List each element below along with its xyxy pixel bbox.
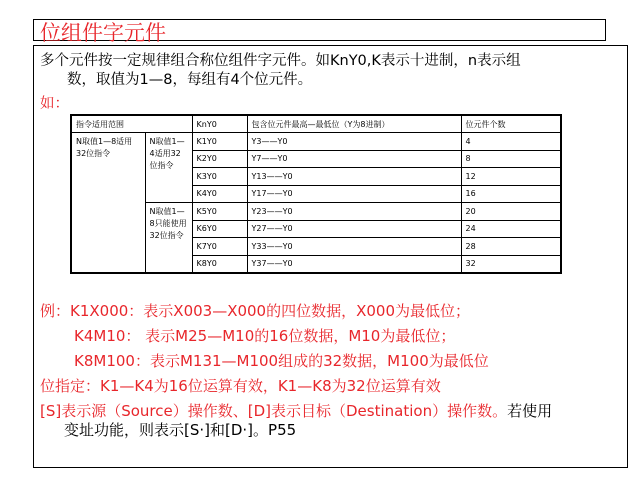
range-cell: Y33——Y0 <box>247 238 461 256</box>
table-header-row <box>71 115 561 133</box>
example-k1x000: 例：K1X000：表示X003—X000的四位数据，X000为最低位； <box>40 302 471 320</box>
kny-cell: K7Y0 <box>192 238 247 256</box>
range-cell: Y23——Y0 <box>247 203 461 221</box>
kny-table <box>70 114 562 274</box>
header-count: 位元件个数 <box>461 115 561 133</box>
header-range: 包含位元件最高—最低位（Y为8进制） <box>247 115 461 133</box>
title-frame <box>33 19 606 45</box>
header-kny: KnY0 <box>192 115 247 133</box>
count-cell: 28 <box>461 238 561 256</box>
range-cell: Y37——Y0 <box>247 255 461 273</box>
count-cell: 4 <box>461 133 561 151</box>
kny-cell: K1Y0 <box>192 133 247 151</box>
operand-note-red: [S]表示源（Source）操作数、[D]表示目标（Destination）操作数。 <box>40 402 508 420</box>
range-cell: Y7——Y0 <box>247 150 461 168</box>
scope-group-b1: N取值1—4适用32位指令 <box>145 133 192 203</box>
table-row <box>71 203 561 221</box>
kny-cell: K8Y0 <box>192 255 247 273</box>
kny-cell: K6Y0 <box>192 220 247 238</box>
example-label: 如： <box>40 96 69 112</box>
scope-group-a: N取值1—8适用32位指令 <box>71 133 145 273</box>
count-cell: 24 <box>461 220 561 238</box>
content-frame <box>33 45 628 468</box>
kny-cell: K3Y0 <box>192 168 247 186</box>
example-k4m10: K4M10： 表示M25—M10的16位数据，M10为最低位； <box>74 327 456 345</box>
range-cell: Y3——Y0 <box>247 133 461 151</box>
table-row <box>71 133 561 151</box>
kny-cell: K4Y0 <box>192 185 247 203</box>
range-cell: Y17——Y0 <box>247 185 461 203</box>
slide-title: 位组件字元件 <box>40 21 166 45</box>
example-k8m100: K8M100：表示M131—M100组成的32数据，M100为最低位 <box>74 352 489 370</box>
intro-line-1: 多个元件按一定规律组合称位组件字元件。如KnY0,K表示十进制，n表示组 <box>40 53 521 69</box>
scope-group-b2: N取值1—8只能使用32位指令 <box>145 203 192 273</box>
operand-note-line-1 <box>40 401 552 421</box>
kny-cell: K5Y0 <box>192 203 247 221</box>
header-scope: 指令适用范围 <box>71 115 192 133</box>
intro-line-2: 数，取值为1—8，每组有4个位元件。 <box>67 72 313 88</box>
operand-note-line-2: 变址功能，则表示[S·]和[D·]。P55 <box>64 421 297 439</box>
bit-designation-note: 位指定：K1—K4为16位运算有效，K1—K8为32位运算有效 <box>40 377 441 395</box>
count-cell: 20 <box>461 203 561 221</box>
count-cell: 8 <box>461 150 561 168</box>
operand-note-black: 若使用 <box>507 402 553 420</box>
count-cell: 16 <box>461 185 561 203</box>
range-cell: Y13——Y0 <box>247 168 461 186</box>
count-cell: 12 <box>461 168 561 186</box>
kny-cell: K2Y0 <box>192 150 247 168</box>
range-cell: Y27——Y0 <box>247 220 461 238</box>
count-cell: 32 <box>461 255 561 273</box>
